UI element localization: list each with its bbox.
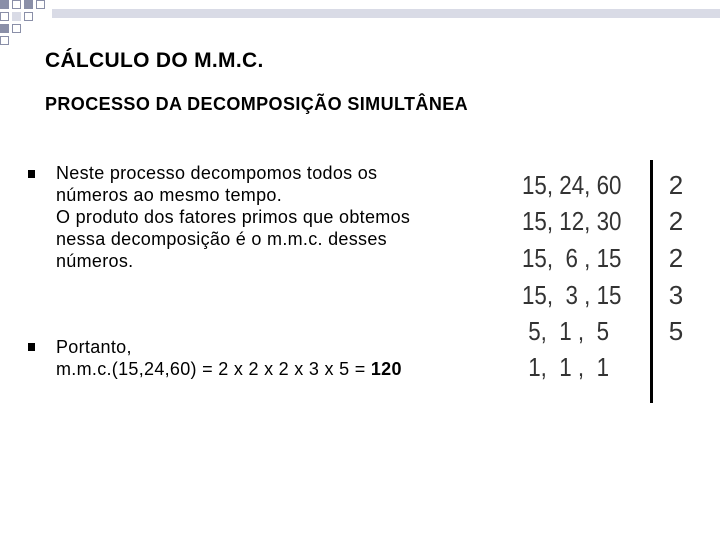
prime-factor: 2 bbox=[668, 170, 684, 200]
text-line bbox=[56, 358, 402, 380]
bullet-text-1 bbox=[56, 162, 410, 272]
text-line: Portanto, bbox=[56, 337, 132, 357]
division-line bbox=[650, 160, 653, 403]
text-line: números ao mesmo tempo. bbox=[56, 185, 282, 205]
formula-text: m.m.c.(15,24,60) = 2 x 2 x 2 x 3 x 5 = bbox=[56, 359, 371, 379]
deco-square bbox=[24, 12, 33, 21]
deco-square bbox=[0, 0, 9, 9]
deco-square bbox=[12, 12, 21, 21]
deco-square bbox=[0, 24, 9, 33]
deco-square bbox=[24, 0, 33, 9]
prime-factor: 5 bbox=[668, 316, 684, 346]
deco-square bbox=[12, 0, 21, 9]
deco-square bbox=[0, 12, 9, 21]
slide-title: CÁLCULO DO M.M.C. bbox=[45, 49, 264, 72]
decomposition-row: 15, 3 , 15 bbox=[522, 280, 622, 310]
decomposition-row: 15, 6 , 15 bbox=[522, 243, 622, 273]
bullet-marker bbox=[28, 170, 35, 178]
decomposition-row: 5, 1 , 5 bbox=[522, 316, 610, 346]
header-bar bbox=[52, 9, 720, 18]
text-line: O produto dos fatores primos que obtemos bbox=[56, 207, 411, 227]
decomposition-row: 1, 1 , 1 bbox=[522, 352, 610, 382]
prime-factor: 2 bbox=[668, 206, 684, 236]
slide-subtitle: PROCESSO DA DECOMPOSIÇÃO SIMULTÂNEA bbox=[45, 94, 469, 114]
bullet-text-2 bbox=[56, 336, 402, 380]
bullet-marker bbox=[28, 343, 35, 351]
decomposition-row: 15, 12, 30 bbox=[522, 206, 622, 236]
text-line: Neste processo decompomos todos os bbox=[56, 163, 378, 183]
prime-factor: 3 bbox=[668, 280, 684, 310]
prime-factor: 2 bbox=[668, 243, 684, 273]
deco-square bbox=[0, 36, 9, 45]
text-line: números. bbox=[56, 251, 134, 271]
deco-square bbox=[12, 24, 21, 33]
decomposition-row: 15, 24, 60 bbox=[522, 170, 622, 200]
deco-square bbox=[36, 0, 45, 9]
text-line: nessa decomposição é o m.m.c. desses bbox=[56, 229, 387, 249]
result-value: 120 bbox=[370, 359, 402, 379]
